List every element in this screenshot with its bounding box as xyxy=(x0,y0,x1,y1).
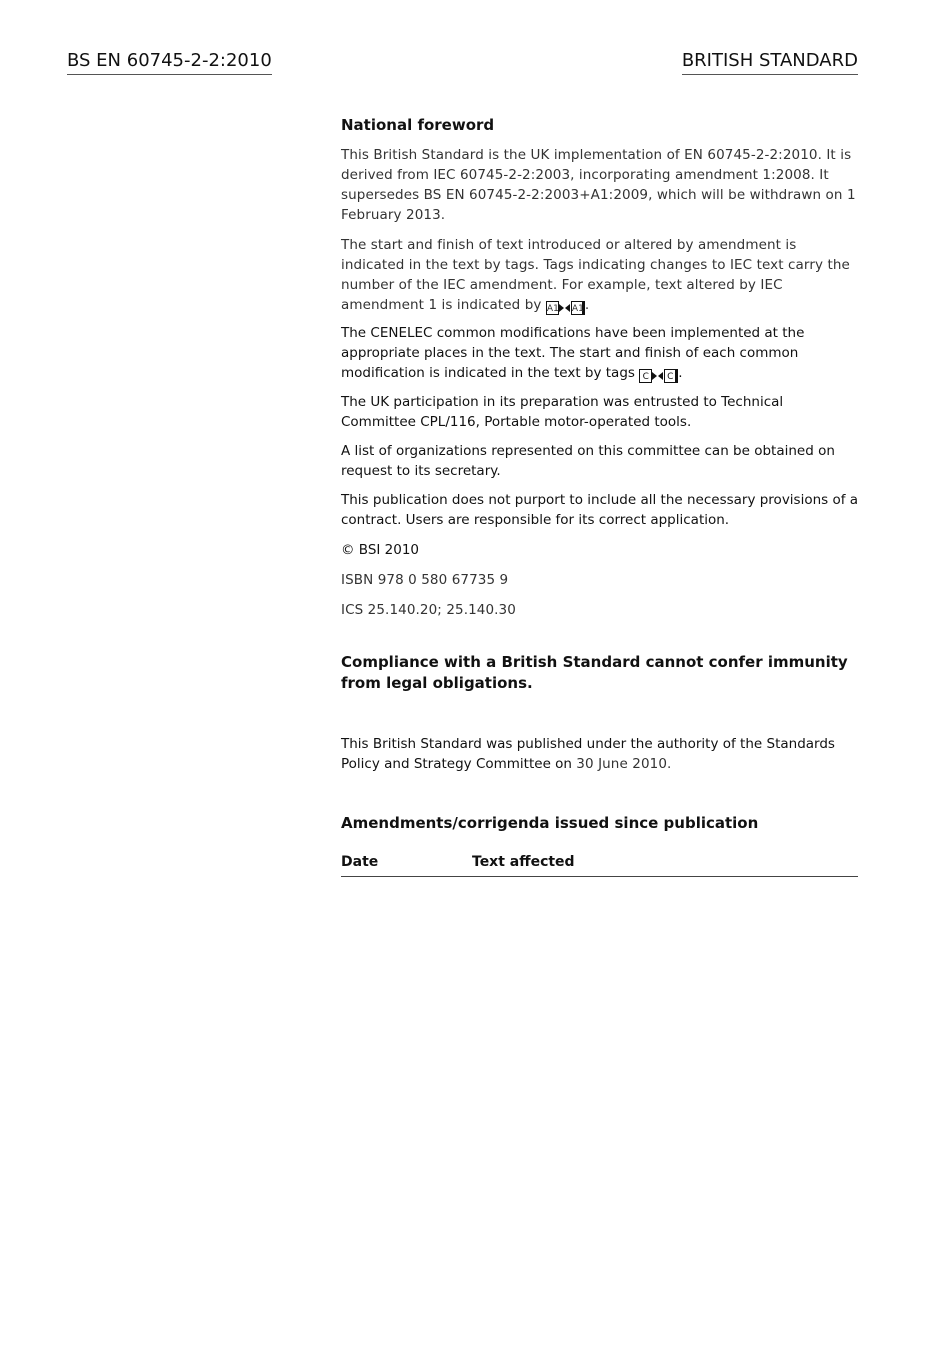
column-text-affected: Text affected xyxy=(472,854,575,870)
amendments-title: Amendments/corrigenda issued since publication xyxy=(341,814,759,832)
foreword-paragraph-1: This British Standard is the UK implementation of EN 60745-2-2:2010. It is derived from IEC 60745-2-2:2003, incorporating amendment 1:2008. It supersedes BS EN 60745-2-2:2003+A1:2009, which will be withdrawn on 1 February 2013. xyxy=(341,147,856,223)
document-id: BS EN 60745-2-2:2010 xyxy=(67,50,272,75)
amendment-start-tag-icon: A1 xyxy=(546,301,559,315)
amendment-end-tag-icon: A1 xyxy=(571,301,585,315)
amendments-table-header xyxy=(341,854,858,877)
column-date: Date xyxy=(341,854,379,870)
foreword-paragraph-5: A list of organizations represented on this committee can be obtained on request to its secretary. xyxy=(341,443,835,479)
compliance-text: Compliance with a British Standard cannot confer immunity from legal obligations. xyxy=(341,653,848,692)
publication-authority: This British Standard was published under the authority of the Standards Policy and Strategy Committee on xyxy=(341,736,835,772)
isbn: ISBN 978 0 580 67735 9 xyxy=(341,572,509,588)
compliance-notice xyxy=(341,652,861,694)
publication-date: 30 June 2010. xyxy=(576,756,672,772)
foreword-paragraph-4: The UK participation in its preparation was entrusted to Technical Committee CPL/116, Portable motor-operated tools. xyxy=(341,394,784,430)
publication-notice xyxy=(341,734,861,774)
amendments-section xyxy=(341,813,861,877)
paragraph-2-text: The start and finish of text introduced or altered by amendment is indicated in the text by tags. Tags indicating changes to IEC text carry the number of the IEC amendment. For example, text altered by IEC amendment 1 is indicated by xyxy=(341,237,850,313)
publication-text xyxy=(341,734,861,774)
standard-type: BRITISH STANDARD xyxy=(682,50,858,75)
ics: ICS 25.140.20; 25.140.30 xyxy=(341,602,516,618)
foreword-section xyxy=(341,115,861,620)
copyright: © BSI 2010 xyxy=(341,542,420,558)
foreword-paragraph-6: This publication does not purport to include all the necessary provisions of a contract. Users are responsible for its correct application. xyxy=(341,492,859,528)
common-mod-end-tag-icon: C xyxy=(664,369,678,383)
foreword-paragraph-3: The CENELEC common modifications have been implemented at the appropriate places in the text. The start and finish of each common modification is indicated in the text by tags C C . xyxy=(341,325,805,382)
foreword-title: National foreword xyxy=(341,116,495,134)
common-mod-start-tag-icon: C xyxy=(639,369,652,383)
paragraph-3-text: The CENELEC common modifications have been implemented at the appropriate places in the text. The start and finish of each common modification is indicated in the text by tags xyxy=(341,325,805,381)
foreword-paragraph-2: The start and finish of text introduced or altered by amendment is indicated in the text by tags. Tags indicating changes to IEC text carry the number of the IEC amendment. For example, text altered by IEC amendment 1 is indicated by A1 A1. xyxy=(341,237,850,314)
